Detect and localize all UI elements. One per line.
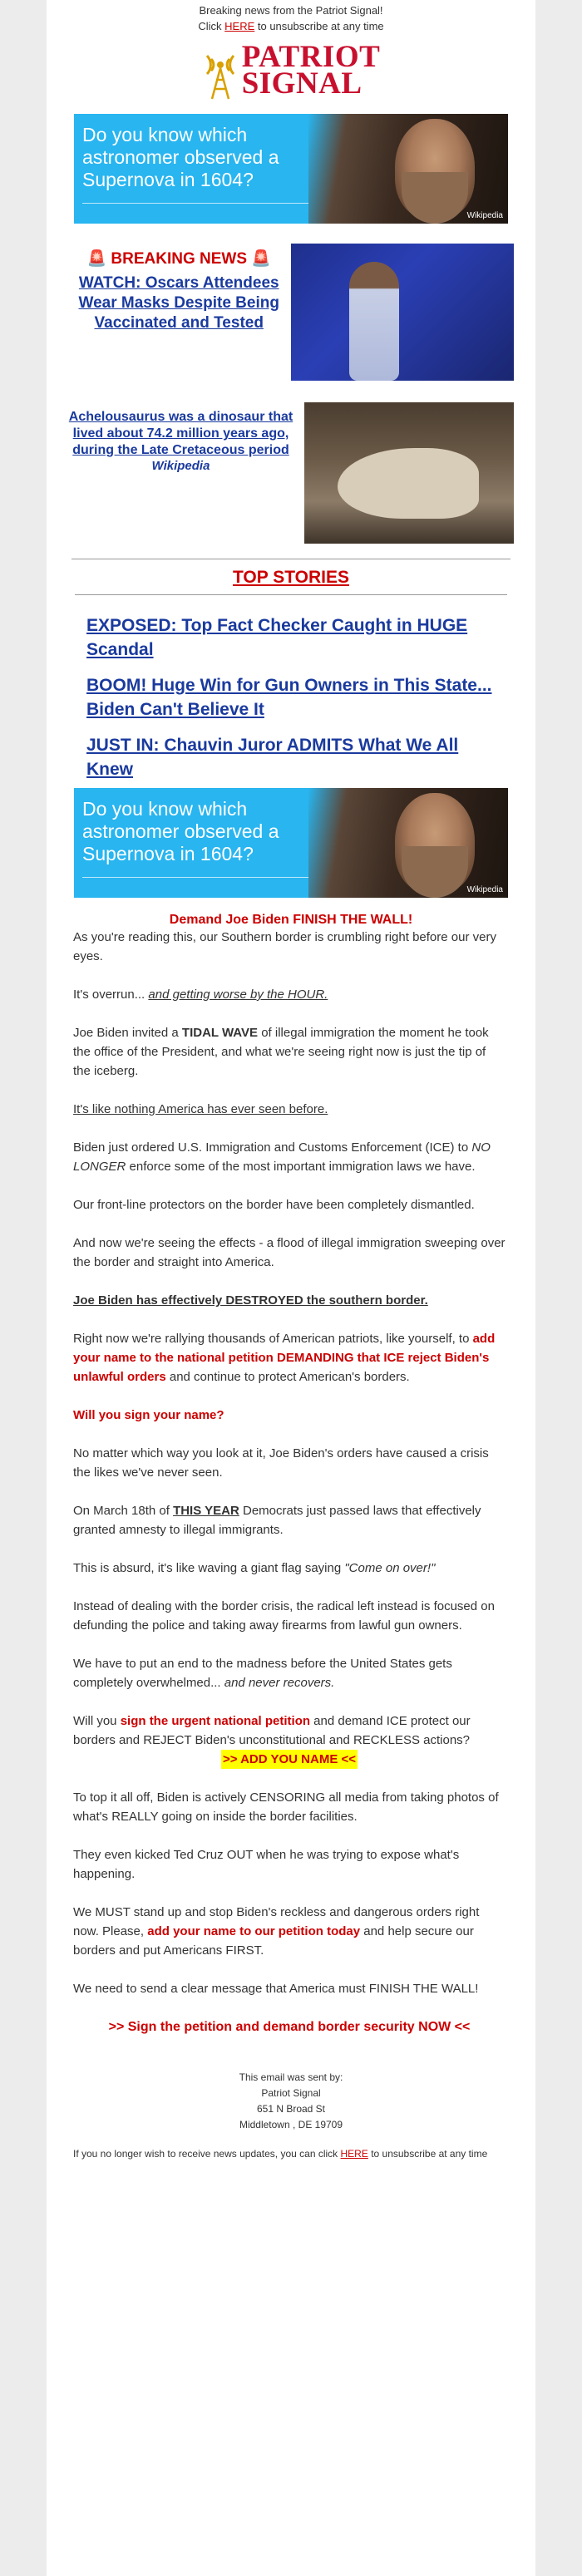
ad-question: Do you know which astronomer observed a Supernova in 1604? [82,798,279,864]
top-story-link[interactable]: EXPOSED: Top Fact Checker Caught in HUGE Scandal [86,616,468,659]
dinosaur-fact-link[interactable]: Achelousaurus was a dinosaur that lived about 74.2 million years ago, during the Late Cretaceous period [68,410,293,457]
breaking-news-text [67,244,291,333]
petition-body [73,928,506,2037]
body-paragraph [73,1903,506,1960]
text-run: and help secure our borders and put Americans FIRST. [73,1924,474,1958]
bold-underlined-text: Joe Biden has effectively DESTROYED the southern border. [73,1293,428,1308]
text-run: On March 18th of [73,1504,174,1518]
cta-container [73,2017,506,2037]
text-run: We have to put an end to the madness before the United States gets completely overwhelmed... [73,1657,452,1690]
body-paragraph: Our front-line protectors on the border have been completely dismantled. [73,1198,475,1212]
text-run: enforce some of the most important immigration laws we have. [126,1160,476,1174]
body-paragraph: We need to send a clear message that America must FINISH THE WALL! [73,1982,479,1996]
ad-divider [82,877,315,878]
text-run: Right now we're rallying thousands of American patriots, like yourself, to [73,1332,473,1346]
urgent-petition-link[interactable]: sign the urgent national petition [120,1714,311,1728]
body-paragraph [73,1291,506,1310]
dinosaur-fact [67,402,514,544]
ad-divider [82,203,315,204]
sender-street: 651 N Broad St [256,2103,326,2115]
patriot-signal-logo[interactable] [47,39,535,102]
body-paragraph: No matter which way you look at it, Joe Biden's orders have caused a crisis the likes we've never seen. [73,1446,489,1480]
ad-credit: Wikipedia [466,885,503,894]
body-paragraph: As you're reading this, our Southern border is crumbling right before our very eyes. [73,930,496,963]
body-paragraph [73,985,506,1004]
unsubscribe-link[interactable]: HERE [224,20,255,32]
logo-line-2: SIGNAL [241,66,363,101]
bold-underlined-text: THIS YEAR [173,1504,239,1518]
body-paragraph [73,1138,506,1176]
unsubscribe-line [47,18,535,34]
text-run: of illegal immigration the moment he took the office of the President, and what we're seeing right now is just the tip of the iceberg. [73,1026,489,1078]
logo-line-1: PATRIOT [241,40,381,74]
breaking-news-story [67,244,514,381]
top-story-link[interactable]: JUST IN: Chauvin Juror ADMITS What We All Knew [86,736,459,779]
divider [75,594,507,595]
body-paragraph: And now we're seeing the effects - a flood of illegal immigration sweeping over the border and straight into America. [73,1236,506,1269]
text-run: and continue to protect American's borders. [165,1370,410,1384]
text-run: and demand ICE protect our borders and REJECT Biden's unconstitutional and RECKLESS actions? [73,1714,471,1747]
oscars-photo[interactable] [291,244,514,381]
text-run: Democrats just passed laws that effectively granted amnesty to illegal immigrants. [73,1504,481,1537]
sender-city: Middletown , DE 19709 [239,2119,343,2130]
body-paragraph: Instead of dealing with the border crisis, the radical left instead is focused on defunding the police and taking away firearms from lawful gun owners. [73,1599,495,1633]
body-paragraph [73,1406,506,1425]
breaking-news-label: 🚨 BREAKING NEWS 🚨 [86,250,271,268]
text-run: We MUST stand up and stop Biden's reckless and dangerous orders right now. Please, [73,1905,480,1938]
body-paragraph [73,1712,506,1750]
text-run: If you no longer wish to receive news updates, you can click [73,2148,341,2160]
add-your-name-button[interactable]: >> ADD YOU NAME << [221,1750,358,1769]
top-story-link[interactable]: BOOM! Huge Win for Gun Owners in This State... Biden Can't Believe It [86,676,492,719]
underlined-text: It's like nothing America has ever seen before. [73,1102,328,1116]
logo-wordmark [241,40,381,101]
body-paragraph [73,1559,506,1578]
footer-unsubscribe-link[interactable]: HERE [340,2148,368,2160]
sign-name-link[interactable]: Will you sign your name? [73,1408,224,1422]
dinosaur-skull-photo[interactable] [304,402,514,544]
body-paragraph [73,1023,506,1081]
italic-text: "Come on over!" [344,1561,436,1575]
body-paragraph: To top it all off, Biden is actively CENSORING all media from taking photos of what's REALLY going on inside the border facilities. [73,1790,499,1824]
dinosaur-skull [338,448,479,519]
petition-heading: Demand Joe Biden FINISH THE WALL! [169,913,413,927]
italic-text: NO LONGER [73,1140,491,1174]
astronomer-portrait [308,788,508,898]
sender-org: Patriot Signal [261,2087,321,2099]
dinosaur-fact-text [67,402,295,473]
text-run: It's overrun... [73,988,149,1002]
text-run: This is absurd, it's like waving a giant flag saying [73,1561,345,1575]
text-run: Joe Biden invited a [73,1026,182,1040]
portrait-beard [402,172,468,224]
email-container [47,0,535,2576]
body-paragraph: They even kicked Ted Cruz OUT when he was trying to expose what's happening. [73,1848,460,1881]
astronomer-portrait [308,114,508,224]
radio-tower-icon [202,41,239,101]
add-name-petition-link[interactable]: add your name to our petition today [147,1924,361,1938]
text-run: to unsubscribe at any time [367,2148,488,2160]
dinosaur-fact-source: Wikipedia [151,459,210,473]
body-paragraph [73,1100,506,1119]
unsubscribe-text-after: to unsubscribe at any time [254,20,384,32]
top-stories-heading: TOP STORIES [232,568,350,587]
emphasis-text: and getting worse by the HOUR. [148,988,328,1002]
ad-credit: Wikipedia [466,211,503,220]
ad-question: Do you know which astronomer observed a Supernova in 1604? [82,124,279,190]
petition-link[interactable]: add your name to the national petition DEMANDING that ICE reject Biden's unlawful orders [73,1332,496,1384]
body-paragraph [73,1501,506,1539]
text-run: Will you [73,1714,121,1728]
attendee-figure [349,262,399,381]
unsubscribe-text-before: Click [198,20,225,32]
footer-address [47,2070,535,2133]
cta-container [73,1750,506,1769]
preheader [47,0,535,34]
top-stories-list [47,613,535,781]
preheader-text: Breaking news from the Patriot Signal! [199,4,383,17]
text-run: Biden just ordered U.S. Immigration and Customs Enforcement (ICE) to [73,1140,472,1155]
breaking-news-headline-link[interactable]: WATCH: Oscars Attendees Wear Masks Despite Being Vaccinated and Tested [78,274,279,332]
portrait-beard [402,846,468,898]
italic-text: and never recovers. [224,1676,335,1690]
body-paragraph [73,1654,506,1692]
astronomer-ad-banner[interactable] [74,788,508,898]
sent-by-label: This email was sent by: [239,2071,343,2083]
body-paragraph [73,1329,506,1387]
footer-unsubscribe [73,2146,510,2162]
sign-petition-cta-link[interactable]: >> Sign the petition and demand border security NOW << [108,2020,471,2034]
astronomer-ad-banner[interactable] [74,114,508,224]
bold-text: TIDAL WAVE [181,1026,259,1040]
